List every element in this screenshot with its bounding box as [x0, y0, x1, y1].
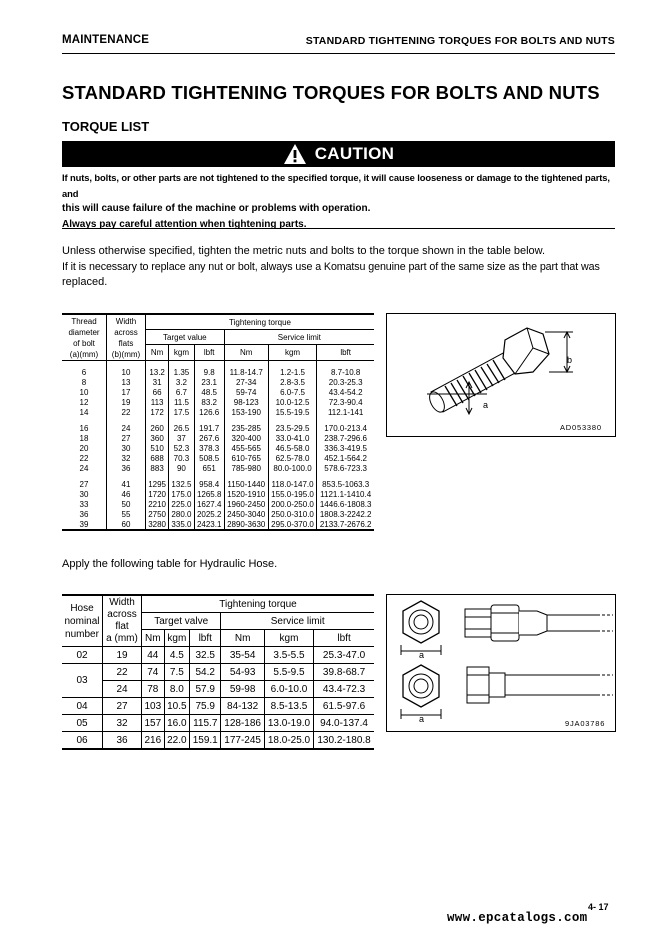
header-text: flats	[118, 338, 134, 348]
table-cell: 9.8	[194, 361, 224, 378]
table-cell: 10.5	[164, 698, 190, 715]
table-cell: 132.5	[169, 473, 194, 489]
table-cell: 200.0-250.0	[268, 499, 317, 509]
table-cell: 46.5-58.0	[268, 443, 317, 453]
caution-rule	[62, 228, 615, 229]
unit-header: lbft	[194, 345, 224, 361]
caution-line: Always pay careful attention when tightening parts.	[62, 218, 307, 230]
table-cell: 27	[79, 479, 89, 489]
figure-code: AD053380	[560, 423, 602, 432]
table-cell: 118.0-147.0	[268, 473, 317, 489]
target-value-header: Target value	[146, 330, 225, 345]
table-cell: 1121.1-1410.4	[317, 489, 374, 499]
table-cell: 39	[62, 519, 107, 530]
tightening-torque-header: Tightening torque	[146, 314, 375, 330]
table-cell: 6	[81, 367, 87, 377]
table-cell: 75.9	[190, 698, 221, 715]
table-row	[62, 387, 374, 397]
table-cell: 335.0	[169, 519, 194, 530]
table-cell: 98-123	[224, 397, 268, 407]
table-cell: 46	[107, 489, 146, 499]
figure-code: 9JA03786	[565, 719, 606, 728]
table-cell: 43.4-54.2	[317, 387, 374, 397]
table-cell: 48.5	[194, 387, 224, 397]
table-cell: 74	[142, 664, 165, 681]
table-cell: 115.7	[190, 715, 221, 732]
bolt-figure	[386, 313, 616, 437]
table-cell: 2025.2	[194, 509, 224, 519]
table-cell: 05	[62, 715, 103, 732]
table-cell: 250.0-310.0	[268, 509, 317, 519]
table-row	[62, 417, 374, 433]
table-cell: 33.0-41.0	[268, 433, 317, 443]
table-cell: 32.5	[190, 647, 221, 664]
table-cell: 113	[146, 397, 169, 407]
page-title: STANDARD TIGHTENING TORQUES FOR BOLTS AND NUTS	[62, 82, 600, 103]
header-text: of bolt	[73, 338, 95, 348]
header-text: across	[107, 609, 137, 620]
table-cell: 36	[79, 509, 89, 519]
bolt-torque-table	[62, 313, 374, 531]
table-cell: 33	[79, 499, 89, 509]
table-cell: 30	[79, 489, 89, 499]
page-number: 4- 17	[588, 902, 609, 912]
table-cell: 83.2	[194, 397, 224, 407]
table-cell: 6.0-10.0	[264, 681, 313, 698]
bolt-table-body	[62, 361, 374, 531]
table-cell: 8.5-13.5	[264, 698, 313, 715]
table-cell: 785-980	[224, 463, 268, 473]
table-cell: 54.2	[190, 664, 221, 681]
table-cell: 43.4-72.3	[314, 681, 374, 698]
table-cell: 22	[103, 664, 142, 681]
hose-table-body	[62, 647, 374, 750]
thread-diameter-header	[62, 314, 107, 361]
watermark-url[interactable]: www.epcatalogs.com	[447, 911, 588, 925]
table-cell: 17	[107, 387, 146, 397]
hose-tightening-header: Tightening torque	[142, 595, 375, 613]
table-cell: 59-98	[221, 681, 264, 698]
table-cell: 57.9	[190, 681, 221, 698]
header-text: diameter	[68, 327, 100, 337]
table-cell: 39.8-68.7	[314, 664, 374, 681]
table-cell: 11.8-14.7	[224, 361, 268, 378]
table-cell: 175.0	[169, 489, 194, 499]
table-cell: 94.0-137.4	[314, 715, 374, 732]
table-cell: 55	[107, 509, 146, 519]
header-text: Hose	[70, 602, 94, 614]
caution-label: CAUTION	[314, 144, 395, 163]
unit-header: kgm	[169, 345, 194, 361]
table-cell: 216	[142, 732, 165, 750]
table-cell: 153-190	[224, 407, 268, 417]
unit-header: kgm	[164, 630, 190, 647]
table-cell: 60	[107, 519, 146, 530]
table-cell: 25.3-47.0	[314, 647, 374, 664]
table-cell: 238.7-296.6	[317, 433, 374, 443]
table-cell: 260	[146, 417, 169, 433]
service-limit-header: Service limit	[224, 330, 374, 345]
table-cell: 1150-1440	[224, 473, 268, 489]
table-cell: 18.0-25.0	[264, 732, 313, 750]
table-cell: 37	[169, 433, 194, 443]
table-cell: 84-132	[221, 698, 264, 715]
table-cell: 578.6-723.3	[317, 463, 374, 473]
hose-target-header: Target valve	[142, 613, 221, 630]
unit-header: lbft	[314, 630, 374, 647]
table-cell: 6.7	[169, 387, 194, 397]
table-cell: 280.0	[169, 509, 194, 519]
table-cell: 54-93	[221, 664, 264, 681]
table-row	[62, 463, 374, 473]
intro-line-1: Unless otherwise specified, tighten the metric nuts and bolts to the torque shown in the table below.	[62, 245, 546, 257]
dimension-a-label: a	[419, 650, 425, 660]
table-cell: 44	[142, 647, 165, 664]
table-cell: 14	[79, 407, 89, 417]
table-cell: 15.5-19.5	[268, 407, 317, 417]
table-cell: 41	[107, 473, 146, 489]
header-text: nominal	[64, 615, 100, 627]
table-cell: 35-54	[221, 647, 264, 664]
table-cell: 610-765	[224, 453, 268, 463]
table-cell: 50	[107, 499, 146, 509]
table-row	[62, 732, 374, 750]
table-cell: 22	[79, 453, 89, 463]
hose-fitting-figure	[386, 594, 616, 732]
table-cell: 5.5-9.5	[264, 664, 313, 681]
table-cell: 1520-1910	[224, 489, 268, 499]
table-cell: 1265.8	[194, 489, 224, 499]
table-cell: 27	[107, 433, 146, 443]
hose-service-header: Service limit	[221, 613, 374, 630]
unit-header: lbft	[317, 345, 374, 361]
table-cell: 32	[103, 715, 142, 732]
width-across-flats-header	[107, 314, 146, 361]
hydraulic-note: Apply the following table for Hydraulic Hose.	[62, 558, 278, 570]
table-cell: 22.0	[164, 732, 190, 750]
table-cell: 8.0	[164, 681, 190, 698]
unit-header: Nm	[224, 345, 268, 361]
table-cell: 3280	[146, 519, 169, 530]
table-cell: 7.5	[164, 664, 190, 681]
header-section-label: MAINTENANCE	[62, 34, 150, 46]
bolt-drawing-icon	[387, 314, 615, 436]
table-row	[62, 489, 374, 499]
table-row	[62, 681, 374, 698]
table-cell: 3.2	[169, 377, 194, 387]
table-cell: 883	[146, 463, 169, 473]
table-cell: 336.3-419.5	[317, 443, 374, 453]
table-cell: 31	[146, 377, 169, 387]
table-cell: 4.5	[164, 647, 190, 664]
table-cell: 2750	[146, 509, 169, 519]
header-text: flat	[115, 621, 129, 632]
table-row	[62, 377, 374, 387]
table-cell: 13.2	[146, 361, 169, 378]
unit-header: kgm	[268, 345, 317, 361]
table-cell: 2450-3040	[224, 509, 268, 519]
table-cell: 78	[142, 681, 165, 698]
table-cell: 112.1-141	[317, 407, 374, 417]
caution-line: If nuts, bolts, or other parts are not tightened to the specified torque, it will cause looseness or damage to the tightened parts, and	[62, 172, 610, 199]
table-cell: 16	[79, 423, 89, 433]
table-cell: 36	[103, 732, 142, 750]
table-row	[62, 473, 374, 489]
header-text: across	[114, 327, 138, 337]
header-text: Width	[115, 316, 137, 326]
table-cell: 172	[146, 407, 169, 417]
table-cell: 510	[146, 443, 169, 453]
table-cell: 360	[146, 433, 169, 443]
unit-header: kgm	[264, 630, 313, 647]
table-row	[62, 407, 374, 417]
table-cell: 128-186	[221, 715, 264, 732]
table-cell: 157	[142, 715, 165, 732]
table-cell: 13	[107, 377, 146, 387]
table-cell: 19	[107, 397, 146, 407]
table-row	[62, 647, 374, 664]
table-cell: 26.5	[169, 417, 194, 433]
intro-line-3: replaced.	[62, 276, 108, 288]
table-cell: 20.3-25.3	[317, 377, 374, 387]
table-cell: 1808.3-2242.2	[317, 509, 374, 519]
table-cell: 80.0-100.0	[268, 463, 317, 473]
table-cell: 61.5-97.6	[314, 698, 374, 715]
table-cell: 2133.7-2676.2	[317, 519, 374, 530]
table-cell: 24	[103, 681, 142, 698]
table-cell: 2.8-3.5	[268, 377, 317, 387]
hose-nominal-header	[62, 595, 103, 647]
table-cell: 8.7-10.8	[317, 361, 374, 378]
table-row	[62, 397, 374, 407]
table-cell: 70.3	[169, 453, 194, 463]
table-cell: 1295	[146, 473, 169, 489]
caution-line: this will cause failure of the machine or problems with operation.	[62, 203, 371, 214]
table-cell: 159.1	[190, 732, 221, 750]
table-cell: 1.35	[169, 361, 194, 378]
table-cell: 235-285	[224, 417, 268, 433]
table-cell: 295.0-370.0	[268, 519, 317, 530]
table-cell: 508.5	[194, 453, 224, 463]
table-cell: 225.0	[169, 499, 194, 509]
table-cell: 52.3	[169, 443, 194, 453]
table-cell: 30	[107, 443, 146, 453]
table-cell: 1446.6-1808.3	[317, 499, 374, 509]
table-cell: 10	[79, 387, 89, 397]
table-cell: 8	[81, 377, 87, 387]
table-cell: 2210	[146, 499, 169, 509]
dimension-a-label: a	[483, 400, 489, 410]
header-text: number	[65, 628, 99, 640]
table-cell: 651	[194, 463, 224, 473]
table-cell: 04	[62, 698, 103, 715]
hose-fitting-drawing-icon	[387, 595, 615, 731]
table-cell: 455-565	[224, 443, 268, 453]
table-cell: 155.0-195.0	[268, 489, 317, 499]
table-cell: 958.4	[194, 473, 224, 489]
table-cell: 24	[107, 417, 146, 433]
dimension-a-label: a	[419, 714, 425, 724]
header-text: a (mm)	[106, 633, 138, 644]
table-row	[62, 715, 374, 732]
hose-torque-table	[62, 594, 374, 750]
hose-width-header	[103, 595, 142, 647]
table-cell: 22	[107, 407, 146, 417]
table-cell: 23.5-29.5	[268, 417, 317, 433]
table-cell: 177-245	[221, 732, 264, 750]
table-row	[62, 433, 374, 443]
table-cell: 66	[146, 387, 169, 397]
table-cell: 02	[62, 647, 103, 664]
table-cell: 13.0-19.0	[264, 715, 313, 732]
header-rule	[62, 53, 615, 54]
table-cell: 170.0-213.4	[317, 417, 374, 433]
table-cell: 191.7	[194, 417, 224, 433]
table-cell: 452.1-564.2	[317, 453, 374, 463]
table-row	[62, 443, 374, 453]
table-cell: 72.3-90.4	[317, 397, 374, 407]
caution-banner	[62, 141, 615, 167]
table-cell: 24	[79, 463, 89, 473]
table-row	[62, 499, 374, 509]
table-cell: 27-34	[224, 377, 268, 387]
table-cell: 06	[62, 732, 103, 750]
unit-header: Nm	[221, 630, 264, 647]
table-row	[62, 519, 374, 530]
table-cell: 126.6	[194, 407, 224, 417]
unit-header: Nm	[142, 630, 165, 647]
table-cell: 17.5	[169, 407, 194, 417]
table-cell: 27	[103, 698, 142, 715]
section-subtitle: TORQUE LIST	[62, 119, 150, 134]
table-row	[62, 698, 374, 715]
table-cell: 18	[79, 433, 89, 443]
table-cell: 10.0-12.5	[268, 397, 317, 407]
table-cell: 853.5-1063.3	[317, 473, 374, 489]
table-cell: 23.1	[194, 377, 224, 387]
unit-header: Nm	[146, 345, 169, 361]
table-cell: 6.0-7.5	[268, 387, 317, 397]
header-text: Width	[109, 597, 135, 608]
table-cell: 688	[146, 453, 169, 463]
header-text: (b)(mm)	[111, 349, 141, 359]
table-cell: 59-74	[224, 387, 268, 397]
table-cell: 1627.4	[194, 499, 224, 509]
table-row	[62, 361, 374, 378]
header-text: (a)(mm)	[69, 349, 99, 359]
table-cell: 19	[103, 647, 142, 664]
table-cell: 103	[142, 698, 165, 715]
table-cell: 320-400	[224, 433, 268, 443]
table-row	[62, 453, 374, 463]
table-cell: 1720	[146, 489, 169, 499]
warning-triangle-icon	[283, 143, 307, 165]
table-cell: 36	[107, 463, 146, 473]
table-cell: 1.2-1.5	[268, 361, 317, 378]
header-text: Thread	[71, 316, 97, 326]
table-row	[62, 509, 374, 519]
table-cell: 378.3	[194, 443, 224, 453]
table-cell: 32	[107, 453, 146, 463]
table-cell: 62.5-78.0	[268, 453, 317, 463]
table-cell: 1960-2450	[224, 499, 268, 509]
table-cell: 10	[107, 361, 146, 378]
caution-text	[62, 170, 615, 232]
header-page-title: STANDARD TIGHTENING TORQUES FOR BOLTS AND NUTS	[305, 35, 615, 47]
table-row	[62, 664, 374, 681]
table-cell: 16.0	[164, 715, 190, 732]
unit-header: lbft	[190, 630, 221, 647]
table-cell: 90	[169, 463, 194, 473]
intro-line-2: If it is necessary to replace any nut or bolt, always use a Komatsu genuine part of the same size as the part that was	[62, 261, 600, 273]
table-cell: 20	[79, 443, 89, 453]
table-cell: 2890-3630	[224, 519, 268, 530]
table-cell: 3.5-5.5	[264, 647, 313, 664]
table-cell: 03	[62, 664, 103, 698]
table-cell: 12	[79, 397, 89, 407]
table-cell: 2423.1	[194, 519, 224, 530]
dimension-b-label: b	[567, 355, 573, 365]
table-cell: 267.6	[194, 433, 224, 443]
table-cell: 11.5	[169, 397, 194, 407]
table-cell: 130.2-180.8	[314, 732, 374, 750]
